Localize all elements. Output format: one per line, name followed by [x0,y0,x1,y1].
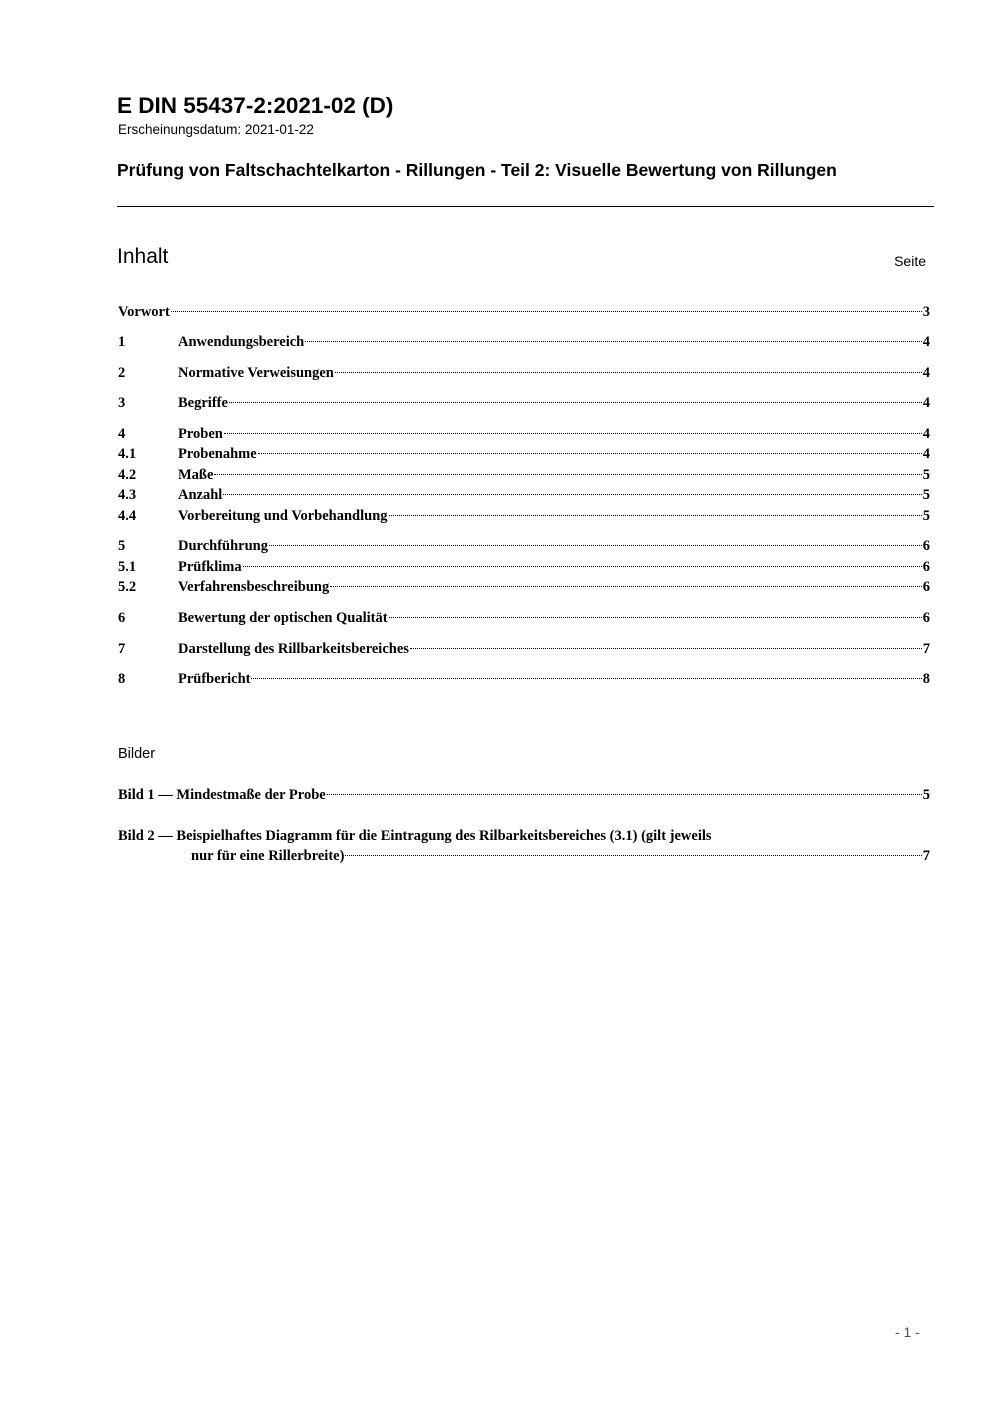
toc-entry-4-4[interactable] [118,506,930,526]
toc-entry-page: 5 [922,487,930,503]
toc-entry-4[interactable] [118,424,930,444]
toc-entry-number: 7 [118,641,126,657]
toc-entry-page: 6 [922,579,930,595]
toc-entry-number: 5.2 [118,579,137,595]
toc-entry-number: 5.1 [118,559,137,575]
toc-leader [345,855,921,856]
document-title: Prüfung von Faltschachtelkarton - Rillungen - Teil 2: Visuelle Bewertung von Rillungen [117,160,837,180]
toc-entry-number: 2 [118,365,126,381]
toc-entry-page: 4 [922,365,930,381]
publication-date: Erscheinungsdatum: 2021-01-22 [118,122,314,137]
toc-heading: Inhalt [117,245,169,268]
toc-entry-5-2[interactable] [118,577,930,597]
toc-entry-page: 6 [922,538,930,554]
figures-heading: Bilder [118,746,156,762]
toc-leader [410,648,922,649]
toc-entry-text: Anwendungsbereich [178,334,305,350]
toc-entry-vorwort[interactable] [118,302,930,322]
toc-entry-page: 6 [922,559,930,575]
toc-entry-text: Proben [178,426,223,442]
toc-entry-5-1[interactable] [118,557,930,577]
toc-leader [330,586,922,587]
toc-entry-page: 4 [922,334,930,350]
toc-entry-page: 8 [922,671,930,687]
toc-entry-4-1[interactable] [118,444,930,464]
toc-entry-page: 5 [922,508,930,524]
toc-entry-8[interactable] [118,669,930,689]
toc-entry-number: 4.4 [118,508,137,524]
toc-leader [389,515,922,516]
toc-entry-text: Verfahrensbeschreibung [178,579,330,595]
document-id: E DIN 55437-2:2021-02 (D) [117,93,394,118]
toc-entry-text: Bewertung der optischen Qualität [178,610,388,626]
toc-entry-text: Vorwort [118,304,170,320]
toc-entry-number: 1 [118,334,126,350]
toc-entry-page: 6 [922,610,930,626]
toc-entry-number: 3 [118,395,126,411]
toc-leader [335,372,922,373]
figure-entry-page: 5 [922,787,930,803]
toc-entry-6[interactable] [118,608,930,628]
toc-leader [305,341,922,342]
toc-entry-text: Normative Verweisungen [178,365,334,381]
toc-entry-number: 6 [118,610,126,626]
figure-entry-text: Bild 2 — Beispielhaftes Diagramm für die Eintragung des Rilbarkeitsbereiches (3.1) (gilt jeweils [118,828,712,844]
toc-entry-page: 4 [922,395,930,411]
toc-entry-text: Probenahme [178,446,257,462]
toc-entry-number: 5 [118,538,126,554]
figure-entry-text-continued: nur für eine Rillerbreite) [191,848,345,864]
toc-entry-text: Durchführung [178,538,268,554]
toc-entry-text: Prüfbericht [178,671,251,687]
toc-leader [389,617,922,618]
toc-entry-text: Begriffe [178,395,228,411]
toc-entry-page: 5 [922,467,930,483]
figure-entry-page: 7 [922,848,930,864]
toc-entry-page: 4 [922,446,930,462]
title-divider [117,206,934,207]
toc-entry-page: 7 [922,641,930,657]
figure-entry-text: Bild 1 — Mindestmaße der Probe [118,787,326,803]
toc-leader [229,402,922,403]
toc-page-column-label: Seite [894,253,926,269]
toc-entry-text: Vorbereitung und Vorbehandlung [178,508,388,524]
toc-leader [223,494,921,495]
toc-entry-3[interactable] [118,393,930,413]
toc-entry-1[interactable] [118,332,930,352]
toc-entry-text: Anzahl [178,487,223,503]
toc-entry-text: Darstellung des Rillbarkeitsbereiches [178,641,409,657]
toc-entry-number: 4.3 [118,487,137,503]
toc-entry-text: Prüfklima [178,559,242,575]
toc-entry-number: 4.2 [118,467,137,483]
toc-leader [251,678,921,679]
figure-entry-2[interactable] [118,826,930,866]
toc-leader [258,453,922,454]
toc-entry-4-2[interactable] [118,465,930,485]
toc-leader [327,794,922,795]
toc-entry-number: 8 [118,671,126,687]
toc-entry-page: 3 [922,304,930,320]
toc-leader [171,311,922,312]
page-number: - 1 - [895,1324,920,1340]
toc-entry-5[interactable] [118,536,930,556]
toc-entry-7[interactable] [118,639,930,659]
toc-leader [224,433,922,434]
toc-entry-text: Maße [178,467,214,483]
toc-leader [269,545,922,546]
toc-entry-number: 4 [118,426,126,442]
toc-leader [214,474,921,475]
figure-entry-1[interactable] [118,785,930,805]
toc-entry-4-3[interactable] [118,485,930,505]
toc-entry-2[interactable] [118,363,930,383]
toc-entry-page: 4 [922,426,930,442]
toc-leader [243,566,922,567]
toc-entry-number: 4.1 [118,446,137,462]
